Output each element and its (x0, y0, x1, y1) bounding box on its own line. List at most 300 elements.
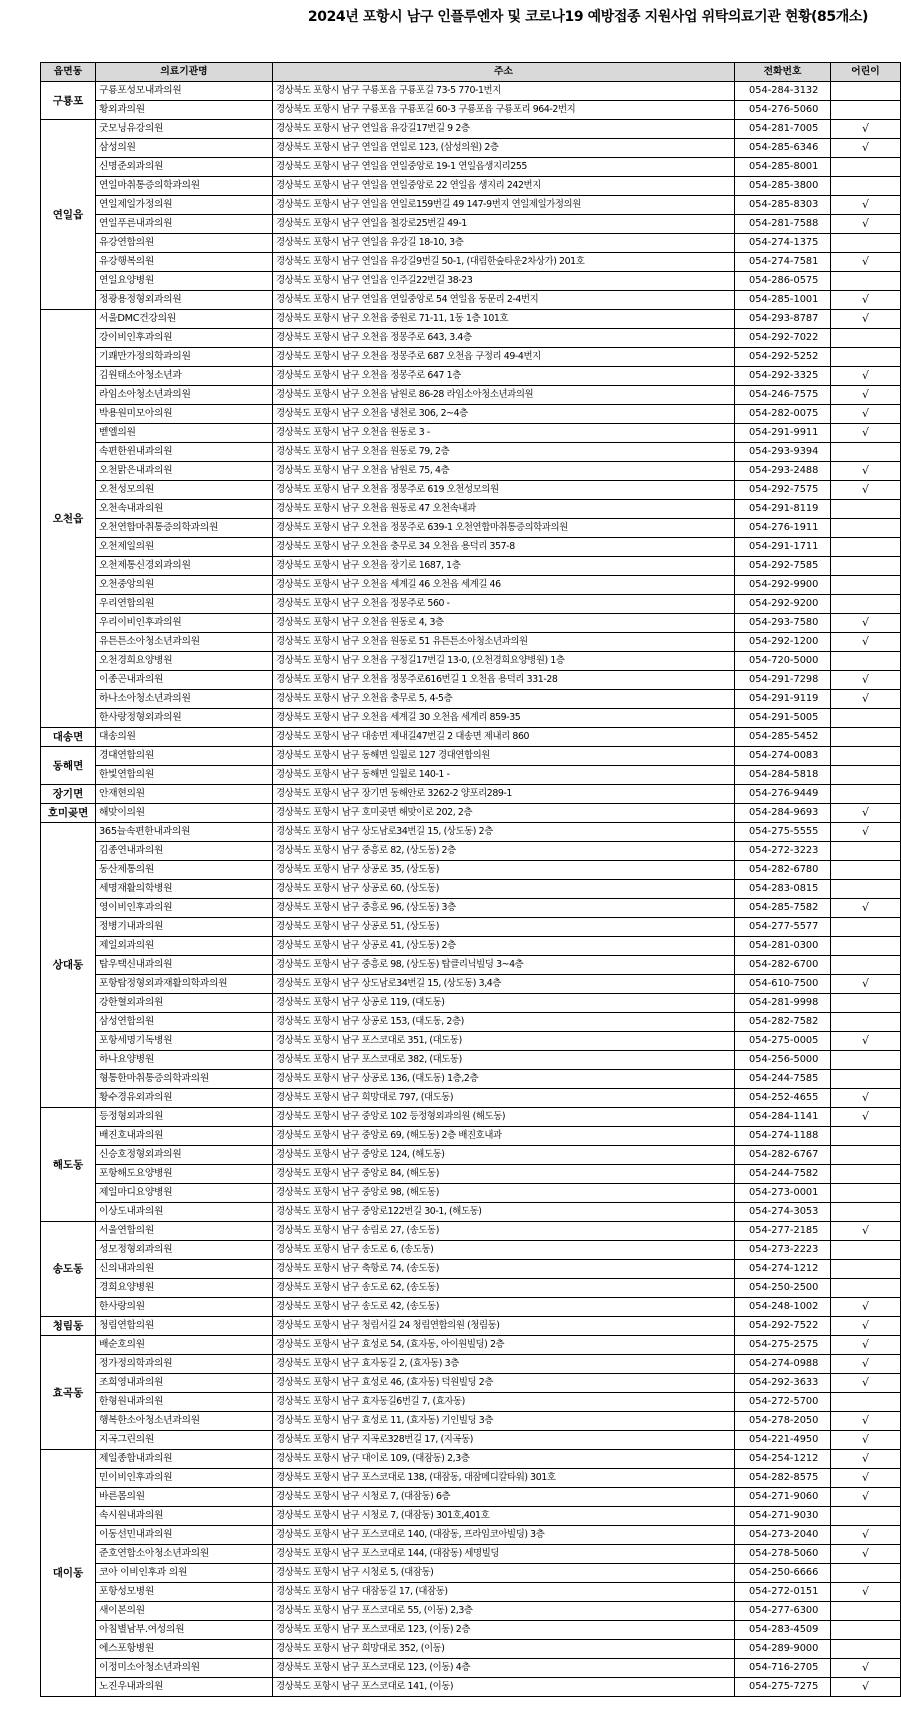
institution-name: 정병기내과의원 (96, 918, 273, 937)
institution-name: 한빛연합의원 (96, 766, 273, 785)
child-vaccination-mark: √ (831, 120, 901, 139)
address: 경상북도 포항시 남구 포스코대로 141, (이동) (273, 1678, 735, 1697)
phone-number: 054-293-9394 (735, 443, 831, 462)
table-row (41, 538, 901, 557)
address: 경상북도 포항시 남구 포스코대로 140, (대잠동, 프라임코아빌딩) 3층 (273, 1526, 735, 1545)
address: 경상북도 포항시 남구 중앙로122번길 30-1, (해도동) (273, 1203, 735, 1222)
address: 경상북도 포항시 남구 포스코대로 144, (대잠동) 세명빌딩 (273, 1545, 735, 1564)
address: 경상북도 포항시 남구 상공로 119, (대도동) (273, 994, 735, 1013)
phone-number: 054-292-7522 (735, 1317, 831, 1336)
district-cell: 대송면 (41, 728, 96, 747)
child-vaccination-mark (831, 272, 901, 291)
header-phone: 전화번호 (735, 63, 831, 82)
phone-number: 054-275-7275 (735, 1678, 831, 1697)
child-vaccination-mark: √ (831, 1450, 901, 1469)
child-vaccination-mark: √ (831, 1412, 901, 1431)
address: 경상북도 포항시 남구 지곡로328번길 17, (지곡동) (273, 1431, 735, 1450)
institution-name: 벧엘의원 (96, 424, 273, 443)
child-vaccination-mark: √ (831, 310, 901, 329)
table-row (41, 1412, 901, 1431)
address: 경상북도 포항시 남구 축항로 74, (송도동) (273, 1260, 735, 1279)
table-row (41, 101, 901, 120)
institution-name: 황외과의원 (96, 101, 273, 120)
institution-name: 정가정의학과의원 (96, 1355, 273, 1374)
phone-number: 054-281-7588 (735, 215, 831, 234)
district-cell: 송도동 (41, 1222, 96, 1317)
phone-number: 054-275-2575 (735, 1336, 831, 1355)
district-cell: 오천읍 (41, 310, 96, 728)
address: 경상북도 포항시 남구 송도로 62, (송도동) (273, 1279, 735, 1298)
address: 경상북도 포항시 남구 연일읍 연일중앙로 19-1 연일읍생지리255 (273, 158, 735, 177)
address: 경상북도 포항시 남구 연일읍 유강길 18-10, 3층 (273, 234, 735, 253)
child-vaccination-mark (831, 709, 901, 728)
table-row (41, 462, 901, 481)
address: 경상북도 포항시 남구 오천읍 장기로 1687, 1층 (273, 557, 735, 576)
institution-name: 박용원미모아의원 (96, 405, 273, 424)
table-row (41, 994, 901, 1013)
address: 경상북도 포항시 남구 오천읍 원동로 47 오천속내과 (273, 500, 735, 519)
institution-name: 이상도내과의원 (96, 1203, 273, 1222)
child-vaccination-mark (831, 1621, 901, 1640)
child-vaccination-mark: √ (831, 196, 901, 215)
child-vaccination-mark: √ (831, 1488, 901, 1507)
institution-name: 성모정형외과의원 (96, 1241, 273, 1260)
institution-name: 동산제통의원 (96, 861, 273, 880)
address: 경상북도 포항시 남구 구룡포읍 구룡포길 60-3 구룡포읍 구룡포리 964-2번지 (273, 101, 735, 120)
address: 경상북도 포항시 남구 오천읍 세계길 46 오천읍 세계길 46 (273, 576, 735, 595)
institution-name: 속시원내과의원 (96, 1507, 273, 1526)
institution-name: 에스포항병원 (96, 1640, 273, 1659)
phone-number: 054-293-8787 (735, 310, 831, 329)
table-row (41, 1336, 901, 1355)
address: 경상북도 포항시 남구 오천읍 중원로 71-11, 1동 1층 101호 (273, 310, 735, 329)
child-vaccination-mark (831, 918, 901, 937)
institution-name: 포항세명기독병원 (96, 1032, 273, 1051)
address: 경상북도 포항시 남구 희망대로 352, (이동) (273, 1640, 735, 1659)
district-cell: 대이동 (41, 1450, 96, 1697)
table-row (41, 1241, 901, 1260)
table-row (41, 1621, 901, 1640)
institution-name: 민이비인후과의원 (96, 1469, 273, 1488)
table-row (41, 367, 901, 386)
address: 경상북도 포항시 남구 시청로 7, (대잠동) 6층 (273, 1488, 735, 1507)
table-row (41, 1393, 901, 1412)
address: 경상북도 포항시 남구 상공로 136, (대도동) 1층,2층 (273, 1070, 735, 1089)
address: 경상북도 포항시 남구 송림로 27, (송도동) (273, 1222, 735, 1241)
institution-name: 준호연합소아청소년과의원 (96, 1545, 273, 1564)
header-institution: 의료기관명 (96, 63, 273, 82)
phone-number: 054-276-1911 (735, 519, 831, 538)
institution-name: 오천제일의원 (96, 538, 273, 557)
address: 경상북도 포항시 남구 효자동길 2, (효자동) 3층 (273, 1355, 735, 1374)
table-row (41, 1165, 901, 1184)
table-row (41, 823, 901, 842)
institution-name: 한형원내과의원 (96, 1393, 273, 1412)
phone-number: 054-292-3325 (735, 367, 831, 386)
address: 경상북도 포항시 남구 연일읍 유강길17번길 9 2층 (273, 120, 735, 139)
institution-name: 삼성의원 (96, 139, 273, 158)
phone-number: 054-273-2223 (735, 1241, 831, 1260)
institution-name: 강한혈외과의원 (96, 994, 273, 1013)
table-row (41, 1070, 901, 1089)
phone-number: 054-277-6300 (735, 1602, 831, 1621)
child-vaccination-mark (831, 500, 901, 519)
child-vaccination-mark (831, 1640, 901, 1659)
phone-number: 054-254-1212 (735, 1450, 831, 1469)
phone-number: 054-286-0575 (735, 272, 831, 291)
district-cell: 연일읍 (41, 120, 96, 310)
table-row (41, 120, 901, 139)
institution-name: 세명재활의학병원 (96, 880, 273, 899)
child-vaccination-mark (831, 956, 901, 975)
child-vaccination-mark: √ (831, 253, 901, 272)
child-vaccination-mark (831, 234, 901, 253)
child-vaccination-mark: √ (831, 1545, 901, 1564)
phone-number: 054-281-0300 (735, 937, 831, 956)
address: 경상북도 포항시 남구 연일읍 연일중앙로 54 연일읍 동문리 2-4번지 (273, 291, 735, 310)
address: 경상북도 포항시 남구 동해면 일월로 140-1 - (273, 766, 735, 785)
institution-name: 신승호정형외과의원 (96, 1146, 273, 1165)
phone-number: 054-274-1212 (735, 1260, 831, 1279)
phone-number: 054-292-7575 (735, 481, 831, 500)
institution-name: 배순호의원 (96, 1336, 273, 1355)
child-vaccination-mark: √ (831, 1431, 901, 1450)
address: 경상북도 포항시 남구 연일읍 연일중앙로 22 연일읍 생지리 242번지 (273, 177, 735, 196)
table-row (41, 1583, 901, 1602)
address: 경상북도 포항시 남구 상공로 41, (상도동) 2층 (273, 937, 735, 956)
child-vaccination-mark (831, 728, 901, 747)
table-row (41, 519, 901, 538)
phone-number: 054-291-8119 (735, 500, 831, 519)
phone-number: 054-277-5577 (735, 918, 831, 937)
address: 경상북도 포항시 남구 오천읍 정몽주로 647 1층 (273, 367, 735, 386)
child-vaccination-mark: √ (831, 633, 901, 652)
phone-number: 054-244-7585 (735, 1070, 831, 1089)
child-vaccination-mark (831, 1203, 901, 1222)
child-vaccination-mark (831, 595, 901, 614)
institution-name: 유강연합의원 (96, 234, 273, 253)
address: 경상북도 포항시 남구 오천읍 정몽주로 639-1 오천연합마취통증의학과의원 (273, 519, 735, 538)
address: 경상북도 포항시 남구 상공로 153, (대도동, 2층) (273, 1013, 735, 1032)
phone-number: 054-272-0151 (735, 1583, 831, 1602)
address: 경상북도 포항시 남구 효자동길6번길 7, (효자동) (273, 1393, 735, 1412)
table-body (41, 82, 901, 1697)
address: 경상북도 포항시 남구 효성로 11, (효자동) 기인빌딩 3층 (273, 1412, 735, 1431)
address: 경상북도 포항시 남구 중앙로 98, (해도동) (273, 1184, 735, 1203)
table-row (41, 139, 901, 158)
address: 경상북도 포항시 남구 상공로 35, (상도동) (273, 861, 735, 880)
child-vaccination-mark (831, 177, 901, 196)
child-vaccination-mark: √ (831, 1355, 901, 1374)
phone-number: 054-273-0001 (735, 1184, 831, 1203)
table-row (41, 595, 901, 614)
institution-name: 포항탑정형외과재활의학과의원 (96, 975, 273, 994)
institution-name: 경대연합의원 (96, 747, 273, 766)
address: 경상북도 포항시 남구 포스코대로 138, (대잠동, 대잠메디칼타워) 301호 (273, 1469, 735, 1488)
child-vaccination-mark (831, 82, 901, 101)
child-vaccination-mark (831, 1184, 901, 1203)
institution-name: 오천속내과의원 (96, 500, 273, 519)
institution-name: 코아 이비인후과 의원 (96, 1564, 273, 1583)
address: 경상북도 포항시 남구 오천읍 충무로 34 오천읍 용덕리 357-8 (273, 538, 735, 557)
institution-name: 정광용정형외과의원 (96, 291, 273, 310)
address: 경상북도 포항시 남구 시청로 5, (대잠동) (273, 1564, 735, 1583)
address: 경상북도 포항시 남구 오천읍 구정길17번길 13-0, (오천경희요양병원) 1층 (273, 652, 735, 671)
table-row (41, 1013, 901, 1032)
institution-name: 신의내과의원 (96, 1260, 273, 1279)
district-cell: 동해면 (41, 747, 96, 785)
phone-number: 054-289-9000 (735, 1640, 831, 1659)
table-row (41, 424, 901, 443)
table-row (41, 1355, 901, 1374)
child-vaccination-mark (831, 747, 901, 766)
phone-number: 054-716-2705 (735, 1659, 831, 1678)
phone-number: 054-292-9200 (735, 595, 831, 614)
table-row (41, 1032, 901, 1051)
address: 경상북도 포항시 남구 호미곶면 해맞이로 202, 2층 (273, 804, 735, 823)
table-row (41, 804, 901, 823)
table-row (41, 747, 901, 766)
address: 경상북도 포항시 남구 중앙로 102 등정형외과의원 (해도동) (273, 1108, 735, 1127)
institution-name: 대송의원 (96, 728, 273, 747)
table-row (41, 728, 901, 747)
child-vaccination-mark (831, 557, 901, 576)
phone-number: 054-291-9119 (735, 690, 831, 709)
table-row (41, 272, 901, 291)
address: 경상북도 포항시 남구 상공로 51, (상도동) (273, 918, 735, 937)
table-row (41, 1374, 901, 1393)
phone-number: 054-274-1188 (735, 1127, 831, 1146)
phone-number: 054-284-5818 (735, 766, 831, 785)
table-row (41, 291, 901, 310)
child-vaccination-mark (831, 1279, 901, 1298)
child-vaccination-mark: √ (831, 1678, 901, 1697)
table-row (41, 1279, 901, 1298)
child-vaccination-mark: √ (831, 1317, 901, 1336)
address: 경상북도 포항시 남구 시청로 7, (대잠동) 301호,401호 (273, 1507, 735, 1526)
table-row (41, 177, 901, 196)
institution-name: 하나소아청소년과의원 (96, 690, 273, 709)
institution-name: 강이비인후과의원 (96, 329, 273, 348)
phone-number: 054-291-7298 (735, 671, 831, 690)
address: 경상북도 포항시 남구 오천읍 남원로 86-28 라임소아청소년과의원 (273, 386, 735, 405)
phone-number: 054-292-7585 (735, 557, 831, 576)
institution-name: 형통한마취통증의학과의원 (96, 1070, 273, 1089)
phone-number: 054-275-0005 (735, 1032, 831, 1051)
institution-name: 우리이비인후과의원 (96, 614, 273, 633)
child-vaccination-mark (831, 1165, 901, 1184)
table-row (41, 1298, 901, 1317)
phone-number: 054-291-9911 (735, 424, 831, 443)
child-vaccination-mark: √ (831, 139, 901, 158)
address: 경상북도 포항시 남구 상도남로34번길 15, (상도동) 2층 (273, 823, 735, 842)
table-row (41, 348, 901, 367)
phone-number: 054-275-5555 (735, 823, 831, 842)
address: 경상북도 포항시 남구 오천읍 정몽주로616번길 1 오천읍 용덕리 331-28 (273, 671, 735, 690)
table-row (41, 1108, 901, 1127)
phone-number: 054-276-5060 (735, 101, 831, 120)
address: 경상북도 포항시 남구 청림서길 24 청림연합의원 (청림동) (273, 1317, 735, 1336)
child-vaccination-mark: √ (831, 804, 901, 823)
table-row (41, 975, 901, 994)
header-district: 읍면동 (41, 63, 96, 82)
address: 경상북도 포항시 남구 송도로 42, (송도동) (273, 1298, 735, 1317)
institution-name: 연일제일가정의원 (96, 196, 273, 215)
child-vaccination-mark (831, 1507, 901, 1526)
table-row (41, 956, 901, 975)
phone-number: 054-284-1141 (735, 1108, 831, 1127)
address: 경상북도 포항시 남구 상공로 60, (상도동) (273, 880, 735, 899)
institution-name: 삼성연합의원 (96, 1013, 273, 1032)
phone-number: 054-293-7580 (735, 614, 831, 633)
table-row (41, 1450, 901, 1469)
hospital-table (40, 62, 901, 1697)
header-child: 어린이 (831, 63, 901, 82)
table-row (41, 785, 901, 804)
institution-name: 오천중앙의원 (96, 576, 273, 595)
child-vaccination-mark (831, 1127, 901, 1146)
institution-name: 김종연내과의원 (96, 842, 273, 861)
institution-name: 노진우내과의원 (96, 1678, 273, 1697)
child-vaccination-mark (831, 1260, 901, 1279)
institution-name: 유강행복의원 (96, 253, 273, 272)
institution-name: 서울DMC건강의원 (96, 310, 273, 329)
institution-name: 신명준외과의원 (96, 158, 273, 177)
institution-name: 굿모닝유강의원 (96, 120, 273, 139)
table-row (41, 1564, 901, 1583)
phone-number: 054-272-3223 (735, 842, 831, 861)
address: 경상북도 포항시 남구 오천읍 원동로 4, 3층 (273, 614, 735, 633)
phone-number: 054-291-1711 (735, 538, 831, 557)
phone-number: 054-274-0083 (735, 747, 831, 766)
child-vaccination-mark (831, 880, 901, 899)
address: 경상북도 포항시 남구 희망대로 797, (대도동) (273, 1089, 735, 1108)
table-row (41, 1469, 901, 1488)
phone-number: 054-292-5252 (735, 348, 831, 367)
institution-name: 기쾌만가정의학과의원 (96, 348, 273, 367)
table-row (41, 1526, 901, 1545)
table-row (41, 709, 901, 728)
child-vaccination-mark (831, 1564, 901, 1583)
table-row (41, 1640, 901, 1659)
institution-name: 우리연합의원 (96, 595, 273, 614)
child-vaccination-mark (831, 1051, 901, 1070)
table-row (41, 652, 901, 671)
child-vaccination-mark (831, 1013, 901, 1032)
address: 경상북도 포항시 남구 포스코대로 351, (대도동) (273, 1032, 735, 1051)
child-vaccination-mark (831, 861, 901, 880)
child-vaccination-mark: √ (831, 1526, 901, 1545)
child-vaccination-mark: √ (831, 367, 901, 386)
address: 경상북도 포항시 남구 오천읍 충무로 5, 4-5층 (273, 690, 735, 709)
institution-name: 속편한윈내과의원 (96, 443, 273, 462)
phone-number: 054-250-2500 (735, 1279, 831, 1298)
child-vaccination-mark: √ (831, 291, 901, 310)
institution-name: 새이본의원 (96, 1602, 273, 1621)
address: 경상북도 포항시 남구 중앙로 84, (해도동) (273, 1165, 735, 1184)
address: 경상북도 포항시 남구 연일읍 유강길9번길 50-1, (대림한숲타운2차상가) 201호 (273, 253, 735, 272)
address: 경상북도 포항시 남구 효성로 54, (효자동, 아이원빌딩) 2층 (273, 1336, 735, 1355)
institution-name: 라임소아청소년과의원 (96, 386, 273, 405)
child-vaccination-mark (831, 994, 901, 1013)
phone-number: 054-221-4950 (735, 1431, 831, 1450)
address: 경상북도 포항시 남구 상도남로34번길 15, (상도동) 3,4층 (273, 975, 735, 994)
phone-number: 054-250-6666 (735, 1564, 831, 1583)
table-row (41, 671, 901, 690)
table-row (41, 1602, 901, 1621)
phone-number: 054-274-0988 (735, 1355, 831, 1374)
table-row (41, 481, 901, 500)
table-row (41, 405, 901, 424)
phone-number: 054-244-7582 (735, 1165, 831, 1184)
address: 경상북도 포항시 남구 구룡포읍 구룡포길 73-5 770-1번지 (273, 82, 735, 101)
table-row (41, 1431, 901, 1450)
child-vaccination-mark (831, 329, 901, 348)
institution-name: 포항성모병원 (96, 1583, 273, 1602)
address: 경상북도 포항시 남구 중흥로 98, (상도동) 탑클리닉빌딩 3~4층 (273, 956, 735, 975)
hospital-table-wrapper (40, 62, 880, 1697)
child-vaccination-mark: √ (831, 405, 901, 424)
phone-number: 054-284-3132 (735, 82, 831, 101)
address: 경상북도 포항시 남구 오천읍 원동로 79, 2층 (273, 443, 735, 462)
child-vaccination-mark (831, 158, 901, 177)
institution-name: 청림연합의원 (96, 1317, 273, 1336)
child-vaccination-mark: √ (831, 1469, 901, 1488)
table-row (41, 443, 901, 462)
address: 경상북도 포항시 남구 장기면 동해안로 3262-2 양포리289-1 (273, 785, 735, 804)
child-vaccination-mark (831, 766, 901, 785)
child-vaccination-mark: √ (831, 1089, 901, 1108)
address: 경상북도 포항시 남구 연일읍 철강로25번길 49-1 (273, 215, 735, 234)
table-row (41, 690, 901, 709)
child-vaccination-mark: √ (831, 823, 901, 842)
phone-number: 054-284-9693 (735, 804, 831, 823)
address: 경상북도 포항시 남구 오천읍 원동로 51 유튼튼소아청소년과의원 (273, 633, 735, 652)
address: 경상북도 포항시 남구 연일읍 연일로159번길 49 147-9번지 연일제일가정의원 (273, 196, 735, 215)
table-row (41, 614, 901, 633)
institution-name: 제일마디요양병원 (96, 1184, 273, 1203)
table-row (41, 899, 901, 918)
address: 경상북도 포항시 남구 연일읍 연일로 123, (삼성의원) 2층 (273, 139, 735, 158)
institution-name: 경희요양병원 (96, 1279, 273, 1298)
institution-name: 지곡그린의원 (96, 1431, 273, 1450)
phone-number: 054-283-0815 (735, 880, 831, 899)
address: 경상북도 포항시 남구 포스코대로 382, (대도동) (273, 1051, 735, 1070)
district-cell: 해도동 (41, 1108, 96, 1222)
institution-name: 바른몸의원 (96, 1488, 273, 1507)
address: 경상북도 포항시 남구 오천읍 냉천로 306, 2~4층 (273, 405, 735, 424)
table-row (41, 196, 901, 215)
table-row (41, 1659, 901, 1678)
table-row (41, 1051, 901, 1070)
table-row (41, 1203, 901, 1222)
address: 경상북도 포항시 남구 오천읍 정몽주로 619 오천성모의원 (273, 481, 735, 500)
child-vaccination-mark: √ (831, 690, 901, 709)
document-title: 2024년 포항시 남구 인플루엔자 및 코로나19 예방접종 지원사업 위탁의료기관 현황(85개소) (307, 9, 868, 25)
address: 경상북도 포항시 남구 중앙로 124, (해도동) (273, 1146, 735, 1165)
institution-name: 제일종합내과의원 (96, 1450, 273, 1469)
table-row (41, 1260, 901, 1279)
child-vaccination-mark (831, 348, 901, 367)
child-vaccination-mark: √ (831, 1374, 901, 1393)
address: 경상북도 포항시 남구 대잠동길 17, (대잠동) (273, 1583, 735, 1602)
institution-name: 365늘속편한내과의원 (96, 823, 273, 842)
table-row (41, 234, 901, 253)
phone-number: 054-720-5000 (735, 652, 831, 671)
table-row (41, 500, 901, 519)
phone-number: 054-246-7575 (735, 386, 831, 405)
table-row (41, 253, 901, 272)
